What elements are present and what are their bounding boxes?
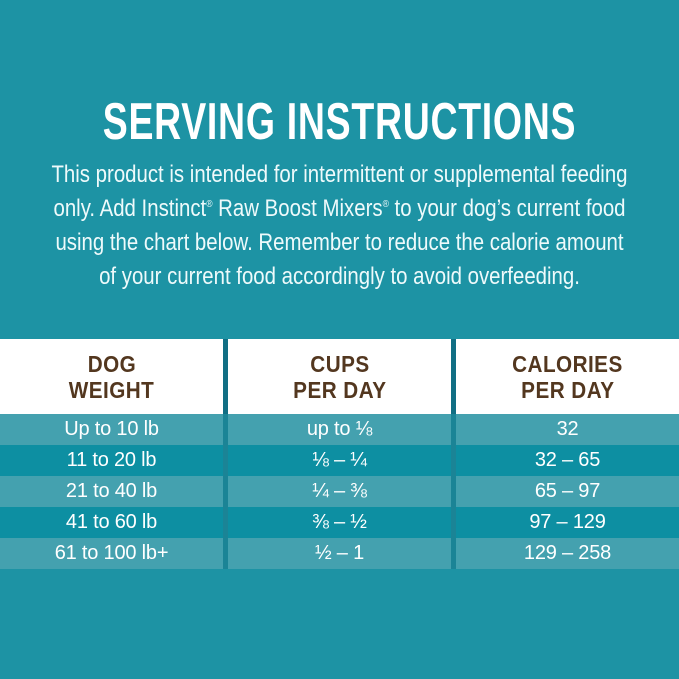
header-line: DOG <box>87 350 136 377</box>
weight-cell: 21 to 40 lb <box>0 476 223 507</box>
intro-paragraph <box>51 158 628 294</box>
intro-line: using the chart below. Remember to reduce the calorie amount <box>55 229 624 256</box>
feeding-table <box>0 339 679 569</box>
page-title: SERVING INSTRUCTIONS <box>102 93 577 151</box>
weight-cell: 11 to 20 lb <box>0 445 223 476</box>
column-header-calories-per-day <box>456 339 679 414</box>
calories-cell: 32 – 65 <box>456 445 679 476</box>
cups-cell: ⅛ – ¼ <box>228 445 451 476</box>
weight-cell: 61 to 100 lb+ <box>0 538 223 569</box>
table-row <box>0 445 679 476</box>
calories-cell: 32 <box>456 414 679 445</box>
weight-cell: 41 to 60 lb <box>0 507 223 538</box>
calories-cell: 65 – 97 <box>456 476 679 507</box>
header-line: CALORIES <box>512 350 623 377</box>
column-header-cups-per-day <box>228 339 451 414</box>
cups-cell: ⅜ – ½ <box>228 507 451 538</box>
header-line: PER DAY <box>292 376 387 403</box>
header-line: PER DAY <box>520 376 615 403</box>
calories-cell: 97 – 129 <box>456 507 679 538</box>
table-row <box>0 507 679 538</box>
cups-cell: up to ⅛ <box>228 414 451 445</box>
weight-cell: Up to 10 lb <box>0 414 223 445</box>
table-header-row <box>0 339 679 414</box>
cups-cell: ½ – 1 <box>228 538 451 569</box>
table-row <box>0 414 679 445</box>
table-row <box>0 538 679 569</box>
intro-line: only. Add Instinct® Raw Boost Mixers® to your dog’s current food <box>53 195 626 222</box>
table-body <box>0 414 679 569</box>
header-line: WEIGHT <box>68 376 155 403</box>
intro-line: of your current food accordingly to avoid overfeeding. <box>99 263 580 290</box>
cups-cell: ¼ – ⅜ <box>228 476 451 507</box>
intro-line: This product is intended for intermittent or supplemental feeding <box>51 161 628 188</box>
header-line: CUPS <box>309 350 370 377</box>
column-header-dog-weight <box>0 339 223 414</box>
table-row <box>0 476 679 507</box>
calories-cell: 129 – 258 <box>456 538 679 569</box>
